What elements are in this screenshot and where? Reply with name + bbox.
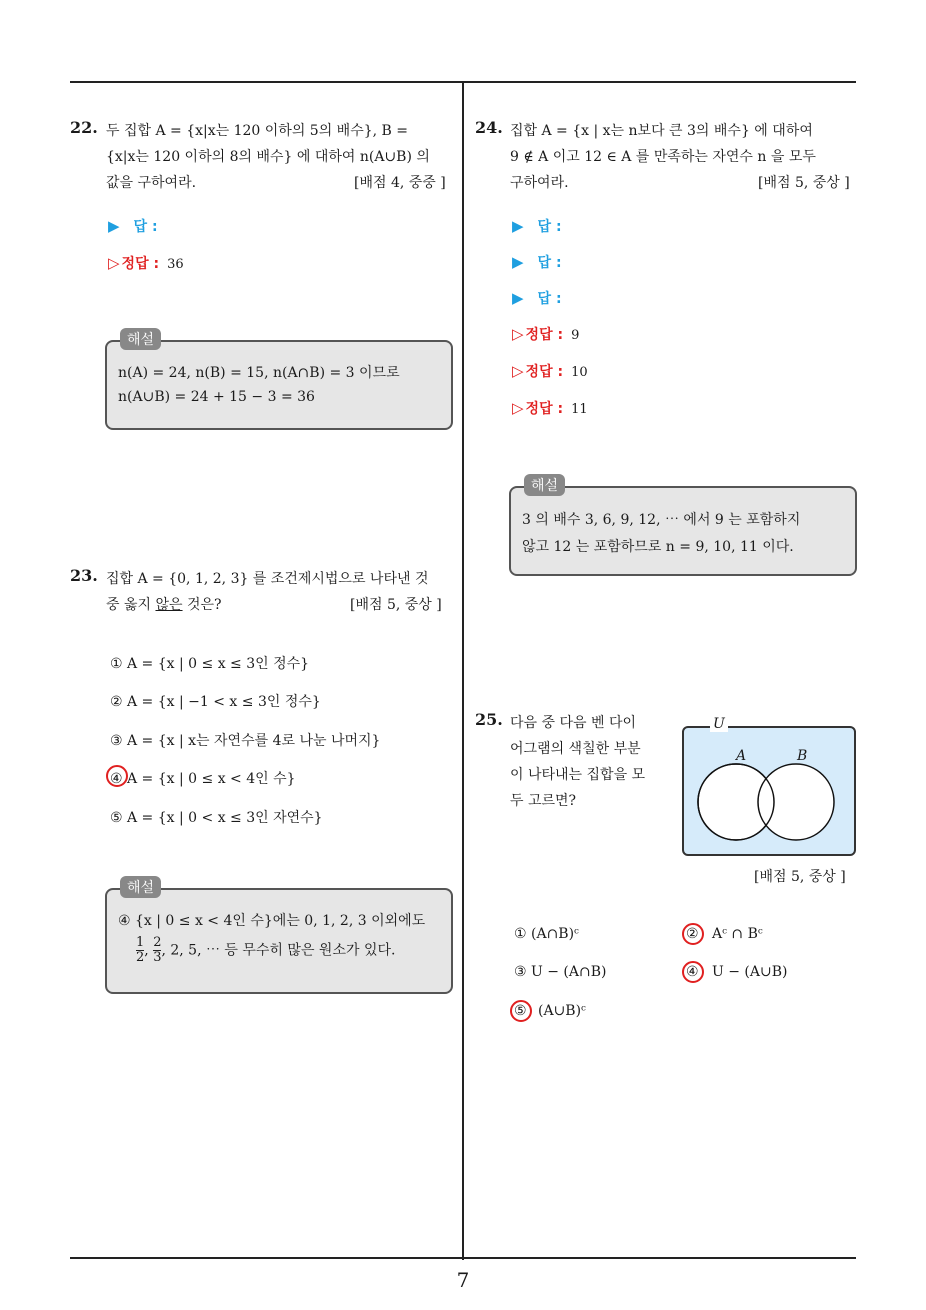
q22-line-1: 두 집합 A = {x|x는 120 이하의 5의 배수}, B =	[106, 123, 409, 139]
correct-value: 11	[571, 402, 588, 417]
q25-meta: [배점 5, 중상 ]	[754, 869, 846, 885]
q25-choice-2[interactable]: Aᶜ ∩ Bᶜ	[712, 926, 763, 942]
q23-answer-circle	[106, 765, 128, 787]
outline-play-icon: ▷	[108, 254, 120, 272]
q25-line-2: 어그램의 색칠한 부분	[510, 741, 641, 757]
correct-value: 10	[571, 365, 588, 380]
q25-choice-5[interactable]: (A∪B)ᶜ	[538, 1003, 586, 1019]
q25-choice-1[interactable]: ① (A∩B)ᶜ	[514, 926, 579, 942]
q23-line-2-pre: 중 옳지	[106, 597, 156, 613]
q23-solution-tag: 해설	[120, 876, 161, 898]
q22-solution-line-1: n(A) = 24, n(B) = 15, n(A∩B) = 3 이므로	[118, 365, 400, 381]
q22-line-3: 값을 구하여라.	[106, 175, 197, 191]
q23-number: 23.	[70, 566, 98, 585]
q25-answer-circle-2	[682, 923, 704, 945]
q24-solution-box	[509, 486, 857, 576]
q24-solution-tag: 해설	[524, 474, 565, 496]
q25-number: 25.	[475, 710, 503, 729]
q22-solution-line-2: n(A∪B) = 24 + 15 − 3 = 36	[118, 389, 315, 405]
q23-choice-4[interactable]: ④ A = {x | 0 ≤ x < 4인 수}	[110, 771, 296, 787]
page-number: 7	[456, 1268, 470, 1292]
correct-label: 정답 :	[525, 364, 564, 380]
answer-label: 답 :	[537, 255, 562, 271]
venn-svg	[684, 728, 854, 854]
q23-choice-3[interactable]: ③ A = {x | x는 자연수를 4로 나눈 나머지}	[110, 733, 381, 749]
q24-number: 24.	[475, 118, 503, 137]
q25-choice-4[interactable]: U − (A∪B)	[712, 964, 788, 980]
play-icon: ▶	[108, 217, 120, 235]
q25-answer-circle-4	[682, 961, 704, 983]
q24-line-1: 집합 A = {x | x는 n보다 큰 3의 배수} 에 대하여	[510, 123, 813, 139]
q24-correct-row-1	[512, 324, 579, 344]
answer-label: 답 :	[537, 291, 562, 307]
answer-label: 답 :	[133, 219, 158, 235]
q22-correct-row	[108, 253, 184, 273]
q23-choice-2[interactable]: ② A = {x | −1 < x ≤ 3인 정수}	[110, 694, 321, 710]
q23-underlined-word: 않은	[155, 597, 183, 613]
answer-label: 답 :	[537, 219, 562, 235]
correct-label: 정답 :	[525, 401, 564, 417]
q25-choice-2-mark[interactable]: ②	[686, 926, 699, 942]
q22-solution-box	[105, 340, 453, 430]
q24-correct-row-2	[512, 361, 588, 381]
q23-choice-5[interactable]: ⑤ A = {x | 0 < x ≤ 3인 자연수}	[110, 810, 323, 826]
venn-label-b: B	[797, 748, 808, 764]
play-icon: ▶	[512, 289, 524, 307]
play-icon: ▶	[512, 217, 524, 235]
q22-number: 22.	[70, 118, 98, 137]
q24-answer-row-3	[512, 288, 562, 308]
q25-line-1: 다음 중 다음 벤 다이	[510, 715, 636, 731]
q24-solution-line-2: 않고 12 는 포함하므로 n = 9, 10, 11 이다.	[522, 539, 794, 555]
correct-value: 9	[571, 328, 580, 343]
q25-line-4: 두 고르면?	[510, 793, 577, 809]
set-b-circle	[758, 764, 834, 840]
q23-choice-1[interactable]: ① A = {x | 0 ≤ x ≤ 3인 정수}	[110, 656, 310, 672]
q22-meta: [배점 4, 중중 ]	[354, 175, 446, 191]
q25-choice-3[interactable]: ③ U − (A∩B)	[514, 964, 607, 980]
q23-solution-line-2: $\frac{1}{2}$ , $\frac{2}{3}$ , 2, 5, ⋯ 등 무수히 많은 원소가 있다.	[136, 935, 396, 965]
correct-value: 36	[167, 257, 184, 272]
q24-line-3: 구하여라.	[510, 175, 569, 191]
q22-line-2: {x|x는 120 이하의 8의 배수} 에 대하여 n(A∪B) 의	[106, 149, 430, 165]
q25-choice-4-mark[interactable]: ④	[686, 964, 699, 980]
q23-meta: [배점 5, 중상 ]	[350, 597, 442, 613]
q23-solution-line-1: ④ {x | 0 ≤ x < 4인 수}에는 0, 1, 2, 3 이외에도	[118, 913, 426, 929]
outline-play-icon: ▷	[512, 399, 524, 417]
outline-play-icon: ▷	[512, 362, 524, 380]
fraction-two-thirds: $\frac{2}{3}$	[153, 935, 162, 965]
q24-answer-row-2	[512, 252, 562, 272]
outline-play-icon: ▷	[512, 325, 524, 343]
play-icon: ▶	[512, 253, 524, 271]
q24-line-2: 9 ∉ A 이고 12 ∈ A 를 만족하는 자연수 n 을 모두	[510, 149, 816, 165]
q24-meta: [배점 5, 중상 ]	[758, 175, 850, 191]
q22-solution-tag: 해설	[120, 328, 161, 350]
q25-choice-5-mark[interactable]: ⑤	[514, 1003, 527, 1019]
venn-diagram	[682, 716, 856, 856]
correct-label: 정답 :	[525, 327, 564, 343]
q23-line-2-post: 것은?	[182, 597, 222, 613]
fraction-one-half: $\frac{1}{2}$	[136, 935, 145, 965]
q22-answer-row	[108, 216, 158, 236]
q24-correct-row-3	[512, 398, 588, 418]
q25-answer-circle-5	[510, 1000, 532, 1022]
correct-label: 정답 :	[121, 256, 160, 272]
venn-label-u: U	[710, 716, 728, 732]
q23-solution-line-2-rest: , 2, 5, ⋯ 등 무수히 많은 원소가 있다.	[161, 942, 396, 959]
column-divider	[462, 82, 464, 1260]
q23-line-1: 집합 A = {0, 1, 2, 3} 를 조건제시법으로 나타낸 것	[106, 571, 429, 587]
q23-line-2	[106, 594, 222, 614]
q25-line-3: 이 나타내는 집합을 모	[510, 767, 646, 783]
q24-answer-row-1	[512, 216, 562, 236]
q24-solution-line-1: 3 의 배수 3, 6, 9, 12, ⋯ 에서 9 는 포함하지	[522, 512, 801, 528]
venn-label-a: A	[736, 748, 747, 764]
